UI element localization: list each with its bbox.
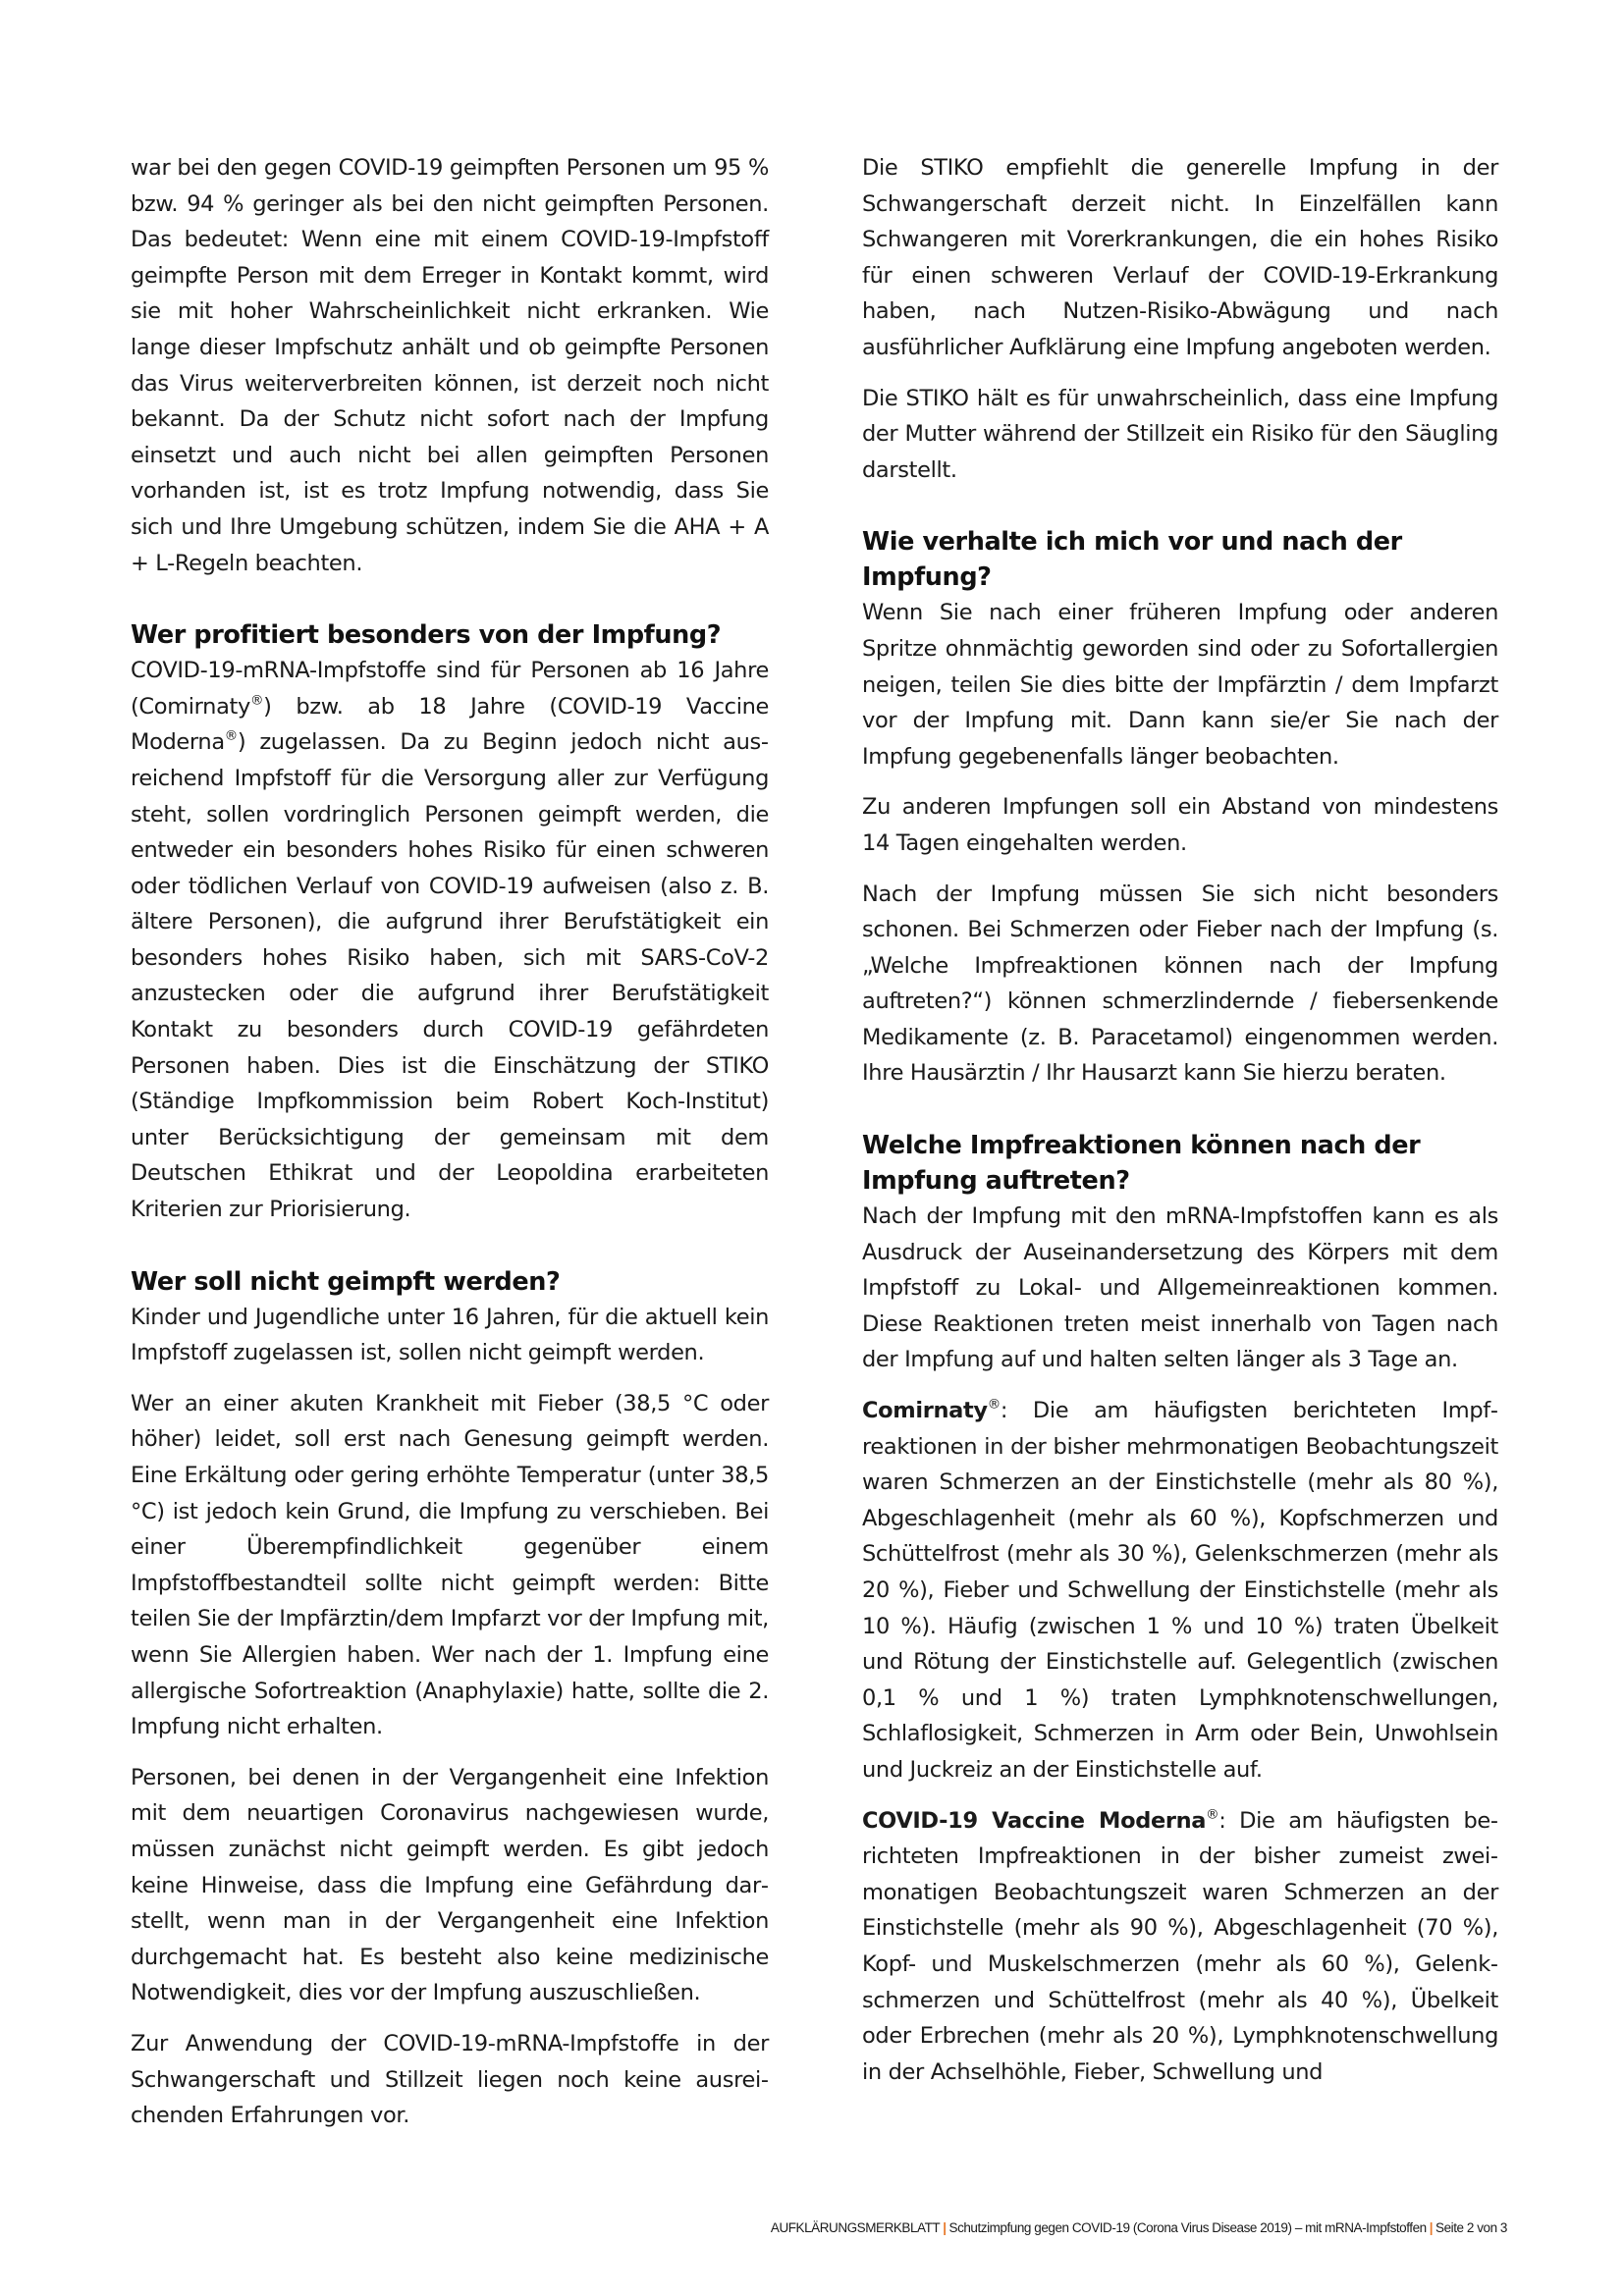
text-fragment: ) bzw. ab 18 Jahre (COVID-19 Vaccine Moderna: [131, 693, 769, 756]
paragraph-children: Kinder und Jugendliche unter 16 Jahren, für die aktuell kein Impfstoff zugelassen ist, sollen nicht geimpft werden.: [131, 1304, 769, 1366]
paragraph-fainting-allergy: Wenn Sie nach einer früheren Impfung oder anderen Spritze ohnmächtig geworden sind oder zu Sofortallergien neigen, teilen Sie dies bitte der Impfärztin / dem Impfarzt vor der Impfung mit. Dann kann sie/er Sie nach der Impfung gegebenenfalls länger beobachten.: [862, 600, 1498, 770]
paragraph-stiko-pregnancy: Die STIKO empfiehlt die generelle Impfung in der Schwangerschaft derzeit nicht. In Einzelfällen kann Schwangeren mit Vorerkrankungen, die ein hohes Risiko für einen schweren Verlauf der COVID-19-Erkrankung haben, nach Nutzen-Risiko-Abwägung und nach ausführlicher Aufklärung eine Impfung angeboten werden.: [862, 155, 1498, 360]
paragraph-reactions-intro: Nach der Impfung mit den mRNA-Impfstoffen kann es als Ausdruck der Auseinandersetzung des Körpers mit dem Impfstoff zu Lokal- und Allgemeinreaktionen kommen. Diese Reaktionen treten meist innerhalb von Tagen nach der Impfung auf und halten selten länger als 3 Tage an.: [862, 1203, 1498, 1373]
heading-who-should-not: Wer soll nicht geimpft werden?: [131, 1266, 561, 1297]
spacer: [131, 596, 769, 617]
paragraph-who-benefits: [131, 653, 769, 1228]
footer-separator: |: [1429, 2220, 1434, 2235]
left-column: [131, 150, 769, 2149]
text-fragment: COVID-19-mRNA-Impfstoffe sind für Personen ab 16 Jahre (Comirnaty: [131, 658, 769, 720]
paragraph-fever-allergy: Wer an einer akuten Krankheit mit Fieber (38,5 °C oder höher) leidet, soll erst nach Genesung geimpft werden. Eine Erkältung oder gering erhöhte Temperatur (unter 38,5 °C) ist jedoch kein Grund, die Impfung zu verschieben. Bei einer Überempfindlichkeit gegenüber einem Impfstoffbestandteil sollte nicht geimpft werden: Bitte teilen Sie der Impfärztin/dem Impfarzt vor der Impfung mit, wenn Sie Allergien haben. Wer nach der 1. Impfung eine allergische Sofortreaktion (Anaphylaxie) hatte, sollte die 2. Impfung nicht erhalten.: [131, 1390, 769, 1740]
text-fragment: ) zugelassen. Da zu Beginn jedoch nicht ausreichend Impfstoff für die Versorgung aller zur Verfügung steht, sollen vordringlich Personen geimpft werden, die entweder ein besonders hohes Risiko für einen schweren oder tödlichen Verlauf von COVID-19 aufweisen (also z. B. ältere Personen), die aufgrund ihrer Berufstätigkeit ein besonders hohes Risiko haben, sich mit SARS-CoV-2 anzustecken oder die aufgrund ihrer Berufstätigkeit Kontakt zu besonders durch COVID-19 gefährdeten Personen haben. Dies ist die Einschätzung der STIKO (Ständige Impfkommission beim Robert Koch-Institut) unter Berücksichtigung der gemeinsam mit dem Deutschen Ethikrat und der Leopoldina erarbeiteten Kriterien zur Priorisierung.: [131, 729, 769, 1223]
footer-page-number: Seite 2 von 3: [1435, 2220, 1507, 2235]
registered-trademark: ®: [224, 727, 238, 744]
spacer: [131, 1243, 769, 1264]
paragraph-efficacy: war bei den gegen COVID-19 geimpften Personen um 95 % bzw. 94 % geringer als bei den nicht geimpften Personen. Das bedeutet: Wenn eine mit einem COVID-19-Impfstoff geimpfte Person mit dem Erreger in Kontakt kommt, wird sie mit hoher Wahrscheinlichkeit nicht erkranken. Wie lange dieser Impfschutz anhält und ob geimpfte Personen das Virus weiterverbreiten können, ist derzeit noch nicht bekannt. Da der Schutz nicht sofort nach der Impfung einsetzt und auch nicht bei allen geimpften Personen vorhanden ist, ist es trotz Impfung notwendig, dass Sie sich und Ihre Umgebung schützen, indem Sie die AHA + A + L-Regeln beachten.: [131, 155, 769, 576]
vaccine-name-comirnaty: Comirnaty: [862, 1398, 988, 1424]
text-fragment: : Die am häufigsten berichteten Impfreaktionen in der bisher mehrmonatigen Beobachtungszeit waren Schmerzen an der Einstichstelle (mehr als 80 %), Abgeschlagenheit (mehr als 60 %), Kopfschmerzen und Schüttelfrost (mehr als 30 %), Gelenkschmerzen (mehr als 20 %), Fieber und Schwellung der Einstichstelle (mehr als 10 %). Häufig (zwischen 1 % und 10 %) traten Übelkeit und Rötung der Einstichstelle auf. Gelegentlich (zwischen 0,1 % und 1 %) traten Lymphknotenschwellungen, Schlaflosigkeit, Schmerzen in Arm oder Bein, Unwohlsein und Juckreiz an der Einstichstelle auf.: [862, 1398, 1498, 1783]
paragraph-comirnaty: [862, 1393, 1498, 1789]
footer-doc-type: AUFKLÄRUNGSMERKBLATT: [770, 2220, 941, 2235]
right-column: [862, 150, 1498, 2105]
paragraph-moderna: [862, 1803, 1498, 2091]
heading-behaviour: Wie verhalte ich mich vor und nach der Impfung?: [862, 527, 1402, 593]
footer-separator: |: [943, 2220, 947, 2235]
heading-who-benefits: Wer profitiert besonders von der Impfung?: [131, 620, 722, 651]
paragraph-pregnancy: Zur Anwendung der COVID-19-mRNA-Impfstoffe in der Schwangerschaft und Stillzeit liegen noch keine ausreichenden Erfahrungen vor.: [131, 2030, 769, 2129]
registered-trademark: ®: [249, 692, 264, 709]
vaccine-name-moderna: COVID-19 Vaccine Moderna: [862, 1807, 1207, 1834]
paragraph-after-vaccination: Nach der Impfung müssen Sie sich nicht besonders schonen. Bei Schmerzen oder Fieber nach der Impfung (s. „Welche Impfreaktionen können nach der Impfung auftreten?“) können schmerzlindernde / fiebersenkende Medikamente (z. B. Paracetamol) eingenommen werden. Ihre Hausärztin / Ihr Hausarzt kann Sie hierzu beraten.: [862, 881, 1498, 1087]
paragraph-breastfeeding: Die STIKO hält es für unwahrscheinlich, dass eine Impfung der Mutter während der Stillzeit ein Risiko für den Säugling darstellt.: [862, 385, 1498, 483]
spacer: [862, 503, 1498, 524]
page-footer: [589, 2220, 1507, 2235]
footer-title: Schutzimpfung gegen COVID-19 (Corona Virus Disease 2019) – mit mRNA-Impfstoffen: [948, 2220, 1427, 2235]
registered-trademark: ®: [1206, 1806, 1219, 1823]
spacer: [862, 1106, 1498, 1128]
registered-trademark: ®: [987, 1396, 1001, 1413]
heading-reactions: Welche Impfreaktionen können nach der Impfung auftreten?: [862, 1131, 1421, 1197]
text-fragment: : Die am häufigsten berichteten Impfreaktionen in der bisher zumeist zweimonatigen Beobachtungszeit waren Schmerzen an der Einstichstelle (mehr als 90 %), Abgeschlagenheit (70 %), Kopf- und Muskelschmerzen (mehr als 60 %), Gelenkschmerzen und Schüttelfrost (mehr als 40 %), Übelkeit oder Erbrechen (mehr als 20 %), Lymphknotenschwellung in der Achselhöhle, Fieber, Schwellung und: [862, 1807, 1498, 2085]
paragraph-interval: Zu anderen Impfungen soll ein Abstand von mindestens 14 Tagen eingehalten werden.: [862, 794, 1498, 856]
paragraph-prior-infection: Personen, bei denen in der Vergangenheit eine Infektion mit dem neuartigen Coronavirus nachgewiesen wurde, müssen zunächst nicht geimpft werden. Es gibt jedoch keine Hinweise, dass die Impfung eine Gefährdung darstellt, wenn man in der Vergangenheit eine Infektion durchgemacht hat. Es besteht also keine medizinische Notwendigkeit, dies vor der Impfung auszuschließen.: [131, 1764, 769, 2006]
